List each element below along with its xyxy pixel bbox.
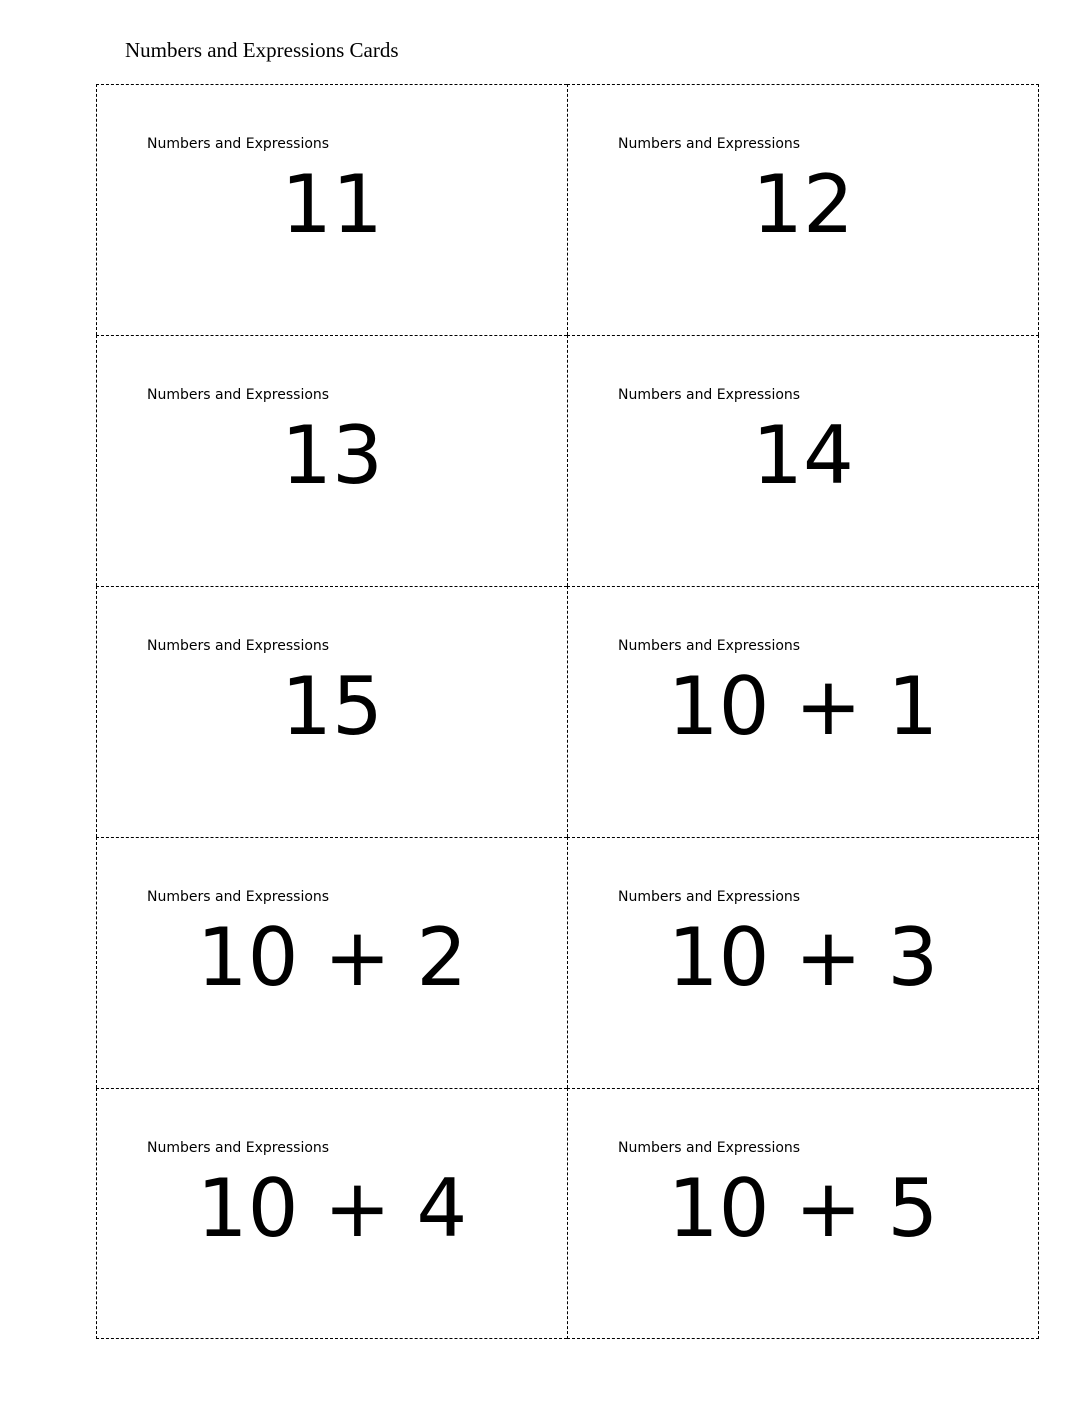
card [567, 586, 1039, 837]
card-caption: Numbers and Expressions [618, 638, 801, 654]
card-caption: Numbers and Expressions [618, 136, 801, 152]
card-caption: Numbers and Expressions [147, 136, 330, 152]
card-value: 10 + 1 [667, 660, 939, 753]
card-value: 11 [281, 158, 383, 251]
card [96, 586, 567, 837]
card [96, 84, 567, 335]
card [567, 837, 1039, 1088]
card [96, 335, 567, 586]
card-value: 10 + 3 [667, 911, 939, 1004]
card-caption: Numbers and Expressions [618, 889, 801, 905]
card [96, 837, 567, 1088]
card-caption: Numbers and Expressions [618, 1140, 801, 1156]
page-title: Numbers and Expressions Cards [125, 38, 399, 62]
card-value: 10 + 4 [196, 1162, 468, 1255]
card-value: 13 [281, 409, 383, 502]
card-caption: Numbers and Expressions [618, 387, 801, 403]
card [96, 1088, 567, 1339]
card-grid [96, 84, 1039, 1339]
card-caption: Numbers and Expressions [147, 1140, 330, 1156]
card-caption: Numbers and Expressions [147, 638, 330, 654]
card-caption: Numbers and Expressions [147, 889, 330, 905]
card-value: 10 + 2 [196, 911, 468, 1004]
card-caption: Numbers and Expressions [147, 387, 330, 403]
card [567, 1088, 1039, 1339]
card [567, 84, 1039, 335]
card-value: 15 [281, 660, 383, 753]
card [567, 335, 1039, 586]
card-value: 10 + 5 [667, 1162, 939, 1255]
card-value: 12 [752, 158, 854, 251]
card-value: 14 [752, 409, 854, 502]
